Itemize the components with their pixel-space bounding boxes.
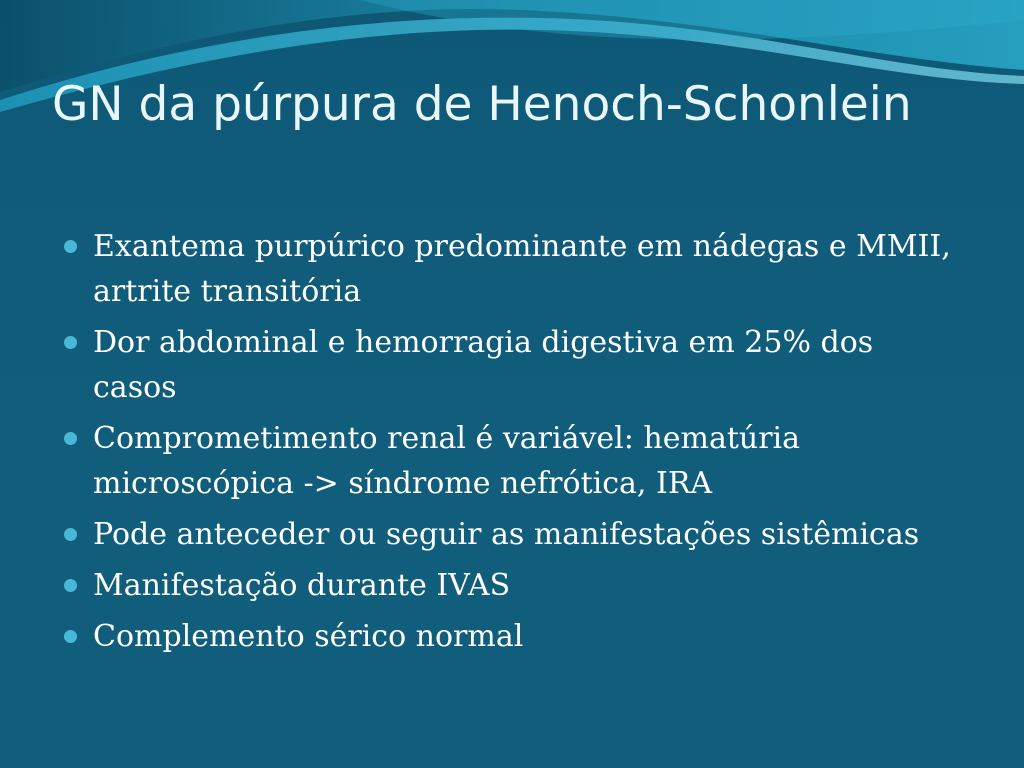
bullet-dot-icon [64, 240, 77, 253]
bullet-text: Dor abdominal e hemorragia digestiva em 25% dos casos [93, 325, 874, 405]
list-item [60, 512, 960, 557]
list-item [60, 614, 960, 659]
bullet-dot-icon [64, 630, 77, 643]
bullet-dot-icon [64, 336, 77, 349]
bullet-list [60, 224, 960, 665]
bullet-text: Manifestação durante IVAS [93, 568, 511, 603]
bullet-text: Complemento sérico normal [93, 619, 524, 654]
list-item [60, 563, 960, 608]
list-item [60, 320, 960, 410]
list-item [60, 224, 960, 314]
bullet-dot-icon [64, 528, 77, 541]
bullet-dot-icon [64, 579, 77, 592]
bullet-text: Comprometimento renal é variável: hematúria microscópica -> síndrome nefrótica, IRA [93, 421, 801, 501]
slide-title: GN da púrpura de Henoch-Schonlein [52, 77, 912, 132]
list-item [60, 416, 960, 506]
bullet-text: Pode anteceder ou seguir as manifestações sistêmicas [93, 517, 920, 552]
bullet-text: Exantema purpúrico predominante em nádegas e MMII, artrite transitória [93, 229, 951, 309]
bullet-dot-icon [64, 432, 77, 445]
